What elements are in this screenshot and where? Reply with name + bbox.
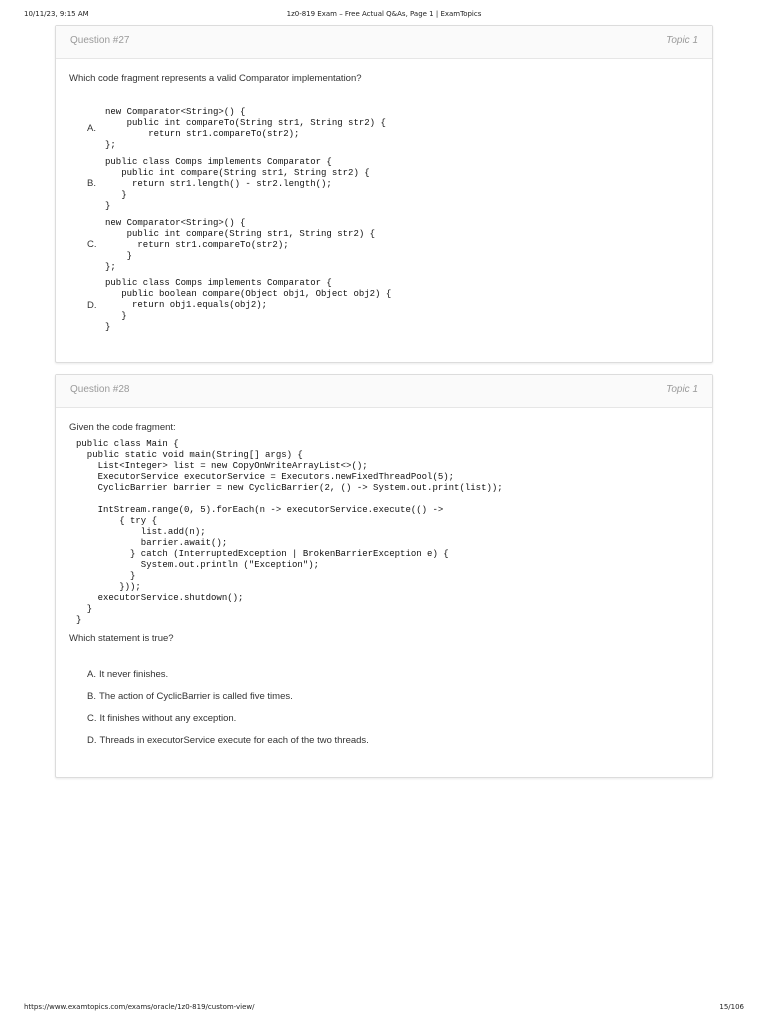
question-number: Question #27 [70,35,130,46]
choice-letter: A. [87,669,96,680]
choice-text: It never finishes. [98,669,169,680]
option-code-a[interactable]: new Comparator<String>() { public int compareTo(String str1, String str2) { return str1.compareTo(str2); }; [105,107,386,150]
choice-text: Threads in executorService execute for each of the two threads. [99,735,369,746]
code-fragment: public class Main { public static void main(String[] args) { List<Integer> list = new CopyOnWriteArrayList<>(); ExecutorService executorService = Executors.newFixedThreadPool(5); CyclicBarrier barrier = new CyclicBarrier(2, () -> System.out.print(list)); IntStream.range(0, 5).forEach(n -> executorService.execute(() -> { try { list.add(n); barrier.await(); } catch (InterruptedException | BrokenBarrierException e) { System.out.println ("Exception"); } })); executorService.shutdown(); } } [76,439,503,625]
question-text: Which code fragment represents a valid Comparator implementation? [69,73,362,84]
question-topic: Topic 1 [666,35,698,46]
question-header [56,26,712,59]
choice-d[interactable] [87,735,369,746]
print-page-number: 15/106 [719,1003,744,1011]
print-datetime: 10/11/23, 9:15 AM [24,10,89,18]
option-letter-a[interactable]: A. [87,123,96,134]
choice-letter: D. [87,735,97,746]
print-url: https://www.examtopics.com/exams/oracle/1z0-819/custom-view/ [24,1003,255,1011]
choice-a[interactable] [87,669,168,680]
choice-letter: B. [87,691,96,702]
option-code-b[interactable]: public class Comps implements Comparator { public int compare(String str1, String str2) { return str1.length() - str2.length(); } } [105,157,370,211]
question-topic: Topic 1 [666,384,698,395]
print-footer [0,1003,768,1015]
question-intro: Given the code fragment: [69,422,176,433]
choice-letter: C. [87,713,97,724]
option-letter-c[interactable]: C. [87,239,97,250]
question-number: Question #28 [70,384,130,395]
question-text: Which statement is true? [69,633,174,644]
option-letter-d[interactable]: D. [87,300,97,311]
print-header [0,10,768,22]
print-title: 1z0-819 Exam – Free Actual Q&As, Page 1 | ExamTopics [286,10,482,18]
choice-text: It finishes without any exception. [99,713,237,724]
option-code-c[interactable]: new Comparator<String>() { public int compare(String str1, String str2) { return str1.compareTo(str2); } }; [105,218,376,272]
choice-c[interactable] [87,713,236,724]
choice-b[interactable] [87,691,293,702]
option-code-d[interactable]: public class Comps implements Comparator { public boolean compare(Object obj1, Object obj2) { return obj1.equals(obj2); } } [105,278,392,332]
option-letter-b[interactable]: B. [87,178,96,189]
question-header [56,375,712,408]
choice-text: The action of CyclicBarrier is called five times. [98,691,293,702]
